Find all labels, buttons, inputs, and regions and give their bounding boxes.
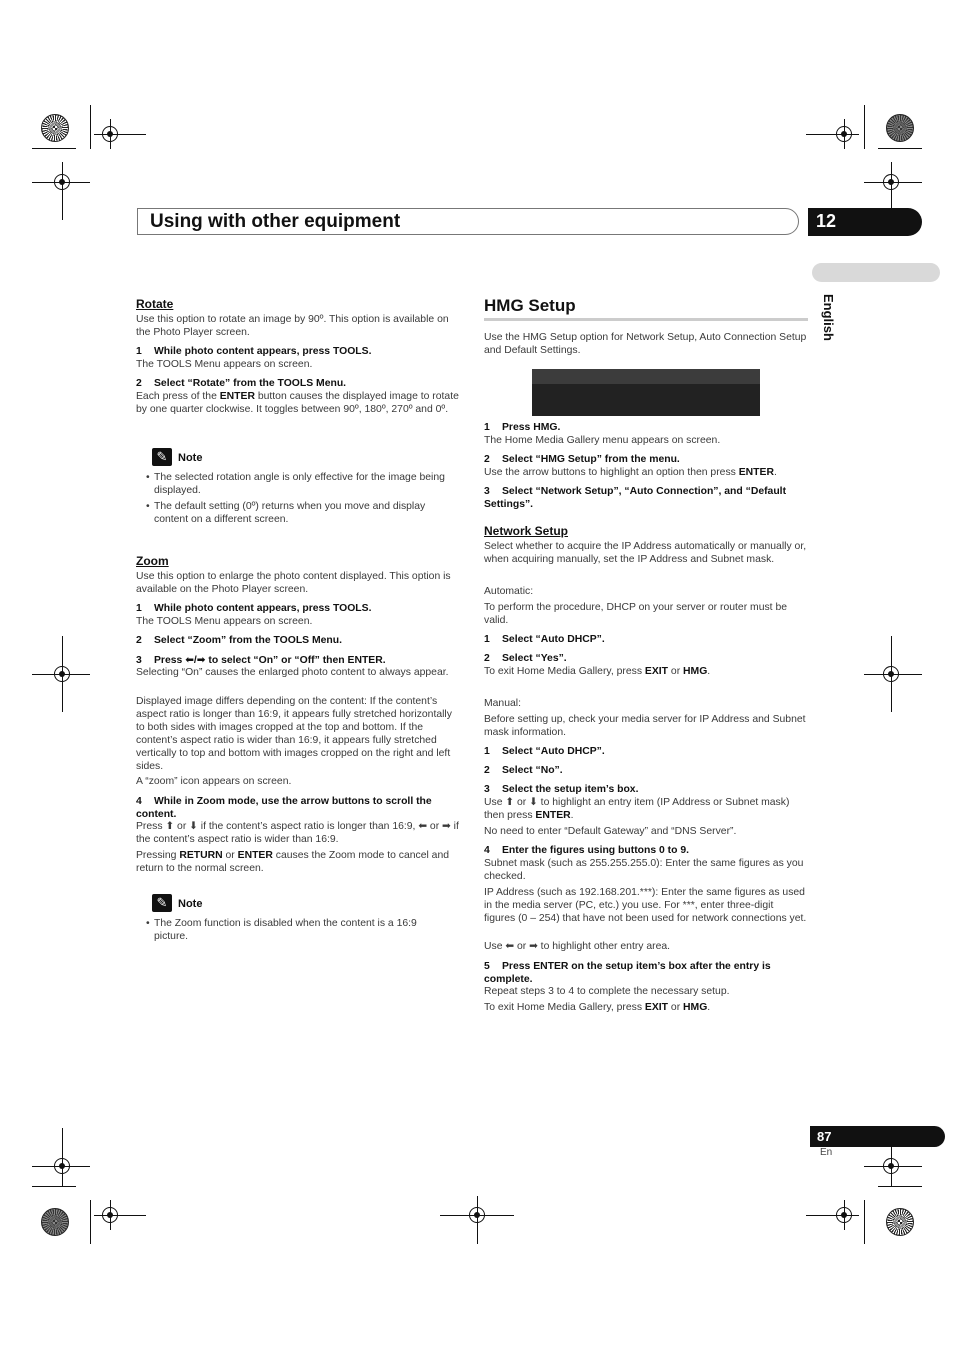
rotate-step-2 [136, 377, 459, 390]
step-text: Select “Auto DHCP”. [502, 634, 605, 645]
step-number: 3 [484, 486, 490, 497]
registration-mark-icon [883, 174, 899, 190]
text-run: Pressing [136, 850, 180, 861]
zoom-step-4-desc-1: Press ⬆ or ⬇ if the content’s aspect ratio is longer than 16:9, ⬅ or ➡ if the content’s aspect ratio is wider than 16:9. [136, 821, 459, 845]
manual-step-2 [484, 764, 807, 777]
hmg-step-2 [484, 453, 807, 466]
button-name: HMG [683, 666, 708, 677]
text-run: To exit Home Media Gallery, press [484, 666, 645, 677]
zoom-step-4 [136, 795, 459, 821]
manual-step-3-desc-2: No need to enter “Default Gateway” and “DNS Server”. [484, 826, 737, 837]
step-text: While in Zoom mode, use the arrow buttons to scroll the content. [136, 796, 432, 820]
hmg-intro: Use the HMG Setup option for Network Setup, Auto Connection Setup and Default Settings. [484, 332, 807, 356]
text-run: . [707, 666, 711, 677]
automatic-label: Automatic: [484, 586, 534, 597]
chapter-number: 12 [816, 211, 837, 231]
step-number: 4 [484, 845, 490, 856]
rotate-step-1-desc: The TOOLS Menu appears on screen. [136, 359, 313, 370]
language-side-tab [812, 263, 940, 282]
zoom-step-1-desc: The TOOLS Menu appears on screen. [136, 616, 313, 627]
step-text: While photo content appears, press TOOLS. [154, 603, 372, 614]
button-name: EXIT [644, 666, 669, 677]
step-number: 1 [484, 634, 490, 645]
language-side-label: English [821, 294, 836, 341]
zoom-step-3-desc-3: A “zoom” icon appears on screen. [136, 776, 292, 787]
manual-step-3 [484, 783, 807, 796]
hmg-setup-heading: HMG Setup [484, 296, 576, 315]
hmg-step-1 [484, 421, 807, 434]
manual-step-4-desc-3: Use ⬅ or ➡ to highlight other entry area. [484, 941, 671, 952]
step-text: Select “No”. [502, 765, 563, 776]
manual-step-4-desc-1: Subnet mask (such as 255.255.255.0): Enter the same figures as you checked. [484, 858, 804, 882]
page-number-tab [810, 1126, 945, 1147]
step-text: Press ENTER on the setup item’s box after the entry is complete. [484, 961, 771, 985]
text-run: Use the arrow buttons to highlight an option then press [484, 467, 739, 478]
zoom-step-4-desc-2 [136, 849, 459, 875]
step-number: 1 [136, 603, 142, 614]
rotate-step-2-desc [136, 390, 459, 416]
rotate-heading: Rotate [136, 297, 174, 311]
hmg-step-3 [484, 485, 807, 511]
step-number: 3 [484, 784, 490, 795]
menu-title-bar [532, 369, 760, 384]
step-number: 2 [136, 635, 142, 646]
page-title: Using with other equipment [150, 211, 401, 232]
manual-step-5-desc: Repeat steps 3 to 4 to complete the necessary setup. [484, 986, 730, 997]
heading-rule [484, 318, 808, 321]
text-run: . [773, 467, 777, 478]
note-pencil-icon: ✎ [152, 894, 172, 912]
step-text: Select “Auto DHCP”. [502, 746, 605, 757]
button-name: RETURN [179, 850, 223, 861]
step-number: 2 [136, 378, 142, 389]
rotate-step-1 [136, 345, 459, 358]
step-text: Press ⬅/➡ to select “On” or “Off” then ENTER. [154, 655, 386, 666]
auto-step-2 [484, 652, 807, 665]
step-number: 2 [484, 765, 490, 776]
exit-instruction [484, 665, 807, 678]
auto-step-1 [484, 633, 807, 646]
manual-step-5 [484, 960, 807, 986]
text-run: Use ⬆ or ⬇ to highlight an entry item (IP Address or Subnet mask) then press [484, 797, 790, 821]
manual-step-4 [484, 844, 807, 857]
manual-desc: Before setting up, check your media server for IP Address and Subnet mask information. [484, 714, 806, 738]
footer-language: En [820, 1147, 833, 1158]
text-run: or [668, 666, 684, 677]
text-run: causes the Zoom mode to cancel and return to the normal screen. [136, 850, 450, 874]
rotate-intro: Use this option to rotate an image by 90º. This option is available on the Photo Player screen. [136, 314, 449, 338]
text-run: . [707, 1002, 711, 1013]
menu-screen-illustration [532, 369, 760, 416]
manual-label: Manual: [484, 698, 521, 709]
hmg-step-1-desc: The Home Media Gallery menu appears on screen. [484, 435, 721, 446]
note-bullet: • The default setting (0º) returns when you move and display content on a different screen. [146, 500, 458, 526]
color-bar-icon [41, 114, 69, 142]
note-bullet: • The Zoom function is disabled when the content is a 16:9 picture. [146, 917, 446, 943]
zoom-step-3-desc-2: Displayed image differs depending on the content: If the content’s aspect ratio is longer than 16:9, it appears fully stretched horizontally to both sides with images cropped at the top and bottom. If the content’s aspect ratio is wider than 16:9, it appears fully stretched vertically to top and bottom with images cropped on the right and left sides. [136, 696, 452, 772]
hmg-step-2-desc [484, 466, 807, 479]
button-name: ENTER [738, 467, 774, 478]
step-text: Press HMG. [502, 422, 561, 433]
registration-mark-icon [54, 174, 70, 190]
button-name: ENTER [237, 850, 273, 861]
note-pencil-icon: ✎ [152, 448, 172, 466]
step-text: Select the setup item’s box. [502, 784, 639, 795]
network-setup-heading: Network Setup [484, 524, 569, 538]
note-heading: Note [178, 452, 203, 464]
button-name: EXIT [644, 1002, 669, 1013]
zoom-intro: Use this option to enlarge the photo content displayed. This option is available on the Photo Player screen. [136, 571, 451, 595]
color-bar-icon [886, 1208, 914, 1236]
button-name: ENTER [219, 391, 255, 402]
step-number: 1 [136, 346, 142, 357]
text-run: To exit Home Media Gallery, press [484, 1002, 645, 1013]
step-text: Select “HMG Setup” from the menu. [502, 454, 680, 465]
step-number: 2 [484, 653, 490, 664]
step-number: 1 [484, 422, 490, 433]
button-name: HMG [683, 1002, 708, 1013]
page-number: 87 [817, 1129, 832, 1144]
button-name: ENTER [535, 810, 571, 821]
text-run: button causes the displayed image to rotate by one quarter clockwise. It toggles between 90º, 180º, 270º and 0º. [136, 391, 459, 415]
zoom-heading: Zoom [136, 554, 169, 568]
step-text: While photo content appears, press TOOLS. [154, 346, 372, 357]
manual-step-4-desc-2: IP Address (such as 192.168.201.***): Enter the same figures as used in the media server (PC, etc.) you use. For ***, enter three-digit figures (0 – 254) that have not been used for network connections yet. [484, 887, 807, 924]
step-text: Select “Yes”. [502, 653, 567, 664]
step-number: 4 [136, 796, 142, 807]
step-number: 3 [136, 655, 142, 666]
zoom-step-1 [136, 602, 459, 615]
exit-instruction-2 [484, 1001, 807, 1014]
step-text: Enter the figures using buttons 0 to 9. [502, 845, 690, 856]
manual-step-1 [484, 745, 807, 758]
manual-step-3-desc [484, 796, 807, 822]
note-bullet: • The selected rotation angle is only effective for the image being displayed. [146, 471, 458, 497]
chapter-number-tab [808, 208, 922, 236]
automatic-desc: To perform the procedure, DHCP on your server or router must be valid. [484, 602, 787, 626]
text-run: Each press of the [136, 391, 220, 402]
text-run: . [570, 810, 574, 821]
text-run: or [668, 1002, 684, 1013]
step-number: 2 [484, 454, 490, 465]
chapter-title-bar [137, 208, 799, 235]
step-text: Select “Network Setup”, “Auto Connection”, and “Default Settings”. [484, 486, 787, 510]
network-intro: Select whether to acquire the IP Address automatically or manually or, when acquiring manually, set the IP Address and Subnet mask. [484, 541, 807, 565]
color-bar-icon [41, 1208, 69, 1236]
step-text: Select “Zoom” from the TOOLS Menu. [154, 635, 343, 646]
zoom-step-3-desc-1: Selecting “On” causes the enlarged photo content to always appear. [136, 667, 449, 678]
step-number: 5 [484, 961, 490, 972]
color-bar-icon [886, 114, 914, 142]
zoom-step-2 [136, 634, 459, 647]
step-number: 1 [484, 746, 490, 757]
text-run: or [222, 850, 238, 861]
note-heading: Note [178, 898, 203, 910]
step-text: Select “Rotate” from the TOOLS Menu. [154, 378, 347, 389]
